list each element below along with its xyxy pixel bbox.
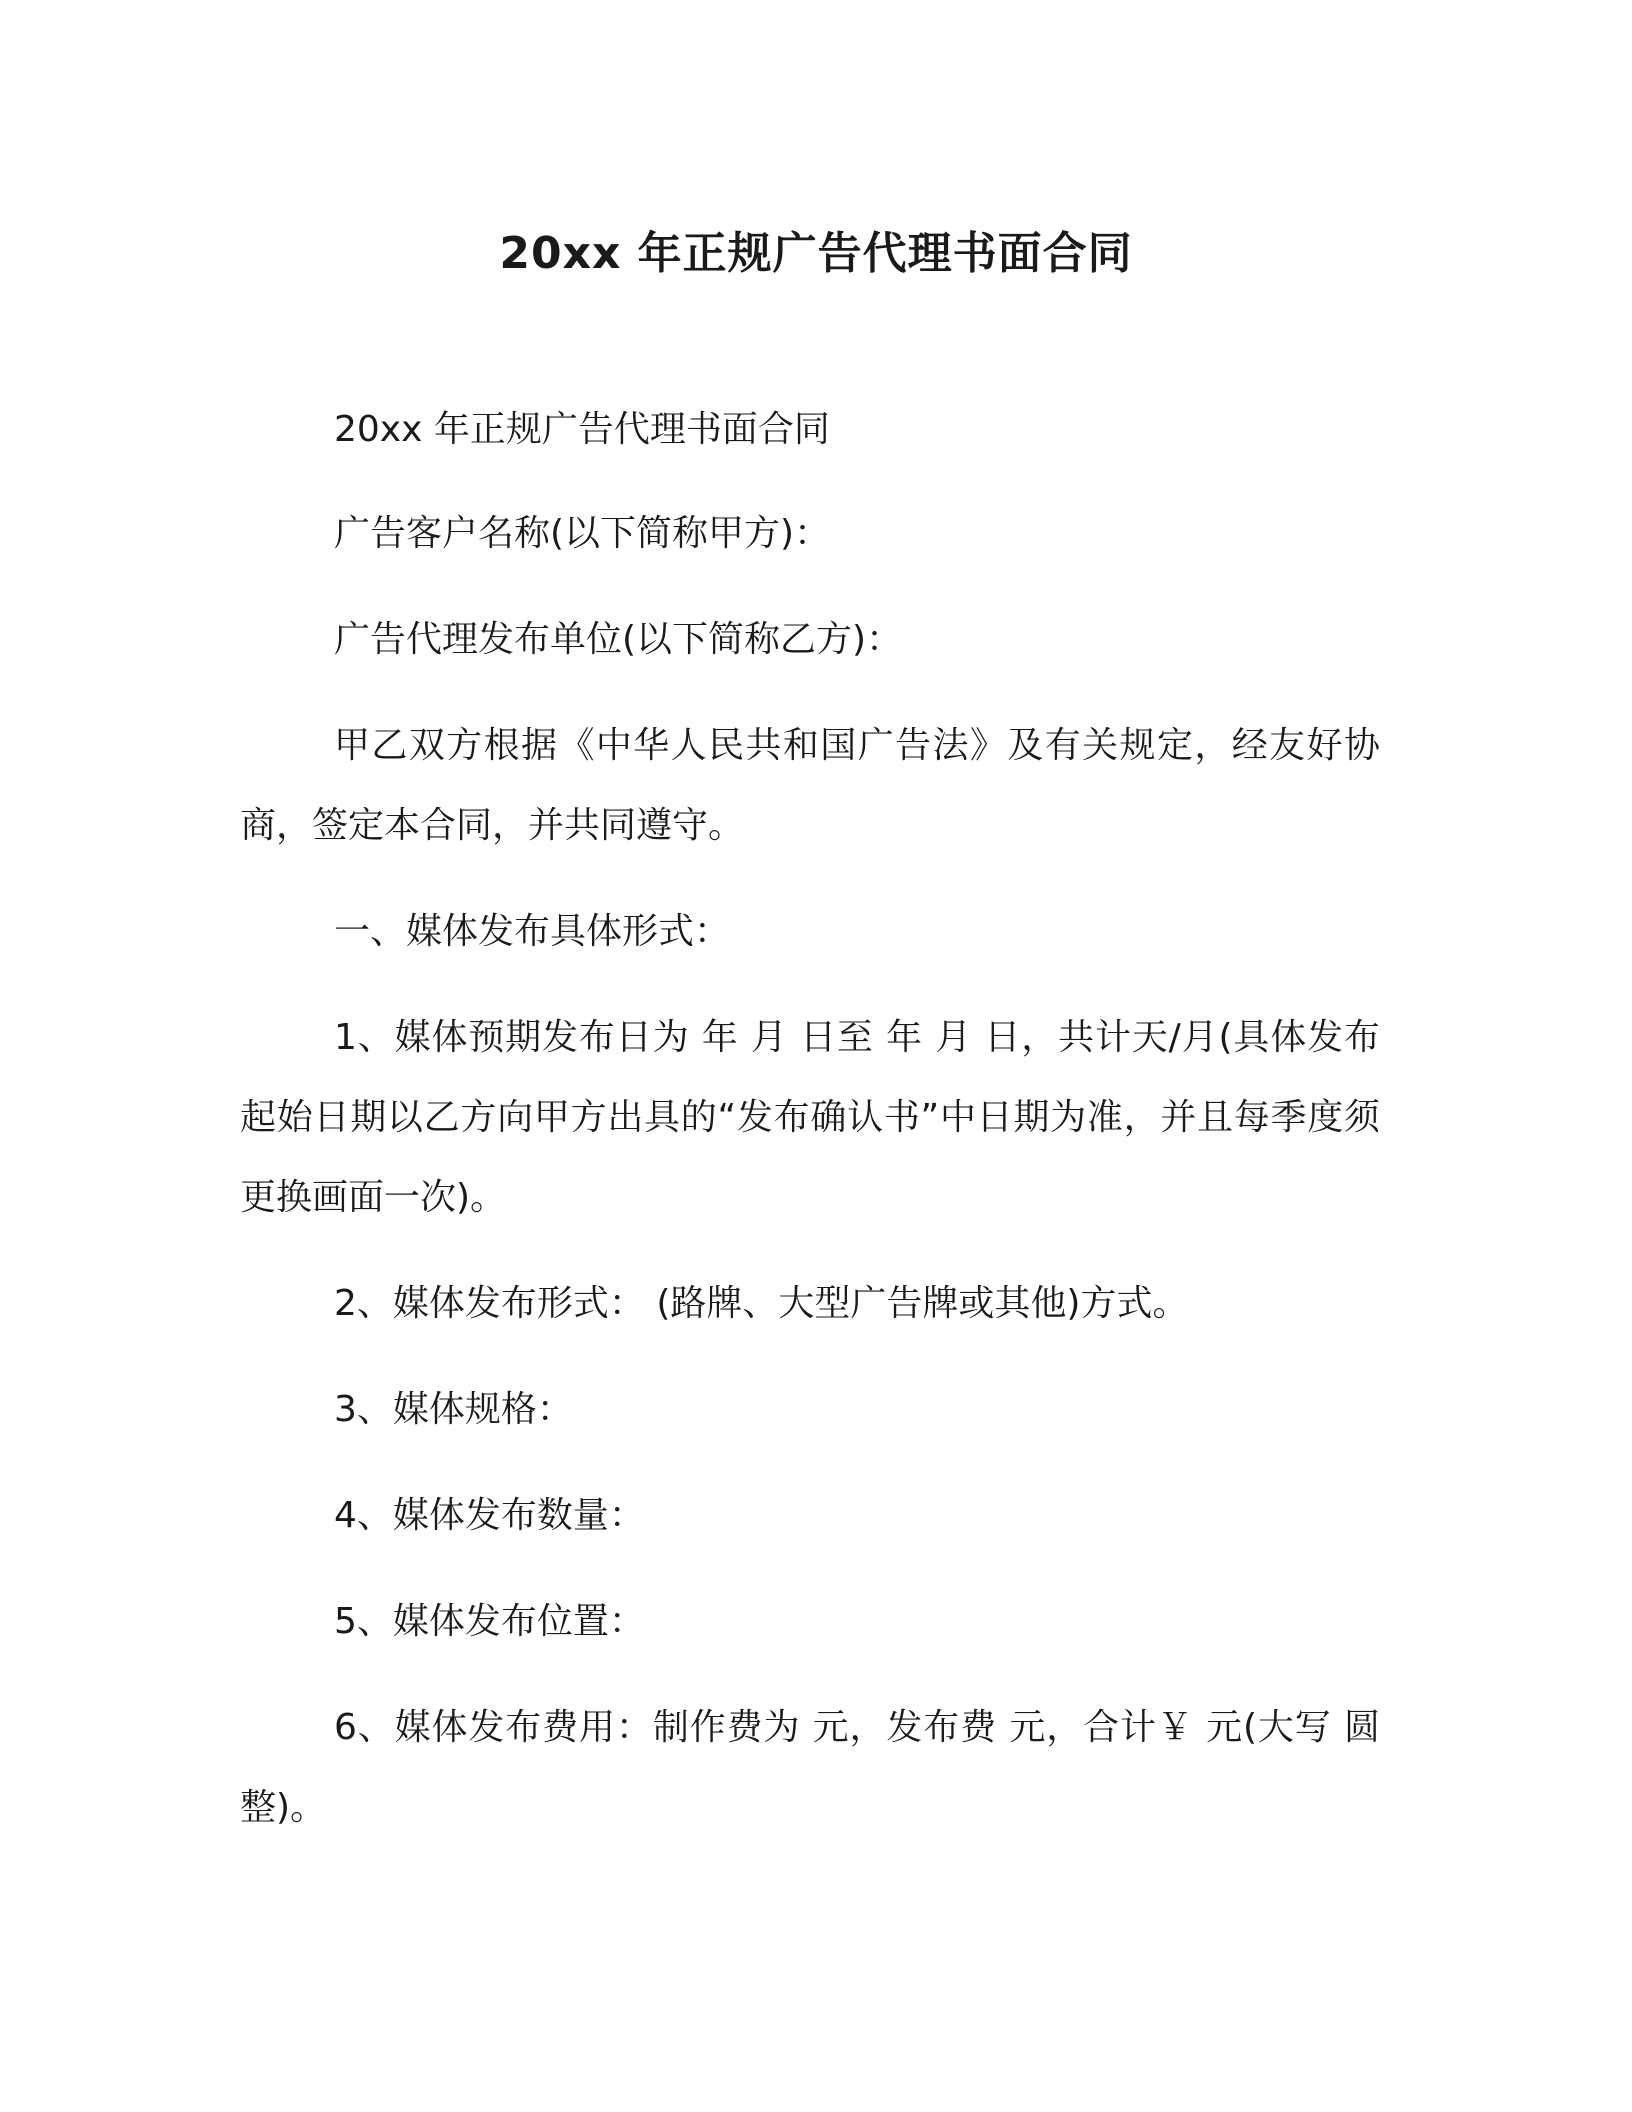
paragraph-party-a: 广告客户名称(以下简称甲方)： [334, 513, 831, 554]
paragraph-heading: 20xx 年正规广告代理书面合同 [334, 409, 830, 450]
clause-5-media-location: 5、媒体发布位置： [334, 1601, 645, 1642]
clause-6-media-fees: 6、媒体发布费用：制作费为 元，发布费 元，合计￥ 元(大写 圆整)。 [240, 1707, 1380, 1828]
document-title: 20xx 年正规广告代理书面合同 [499, 228, 1133, 279]
clause-3-media-spec: 3、媒体规格： [334, 1389, 573, 1430]
clause-4-media-quantity: 4、媒体发布数量： [334, 1495, 645, 1536]
section-heading-media-form: 一、媒体发布具体形式： [334, 911, 731, 952]
paragraph-party-b: 广告代理发布单位(以下简称乙方)： [334, 619, 903, 660]
paragraph-preamble: 甲乙双方根据《中华人民共和国广告法》及有关规定，经友好协商，签定本合同，并共同遵守。 [240, 725, 1380, 846]
clause-2-publish-form: 2、媒体发布形式： (路牌、大型广告牌或其他)方式。 [334, 1283, 1189, 1324]
document-body [240, 390, 1380, 1874]
clause-1-publish-period: 1、媒体预期发布日为 年 月 日至 年 月 日，共计天/月(具体发布起始日期以乙方向甲方出具的“发布确认书”中日期为准，并且每季度须更换画面一次)。 [240, 1017, 1380, 1218]
